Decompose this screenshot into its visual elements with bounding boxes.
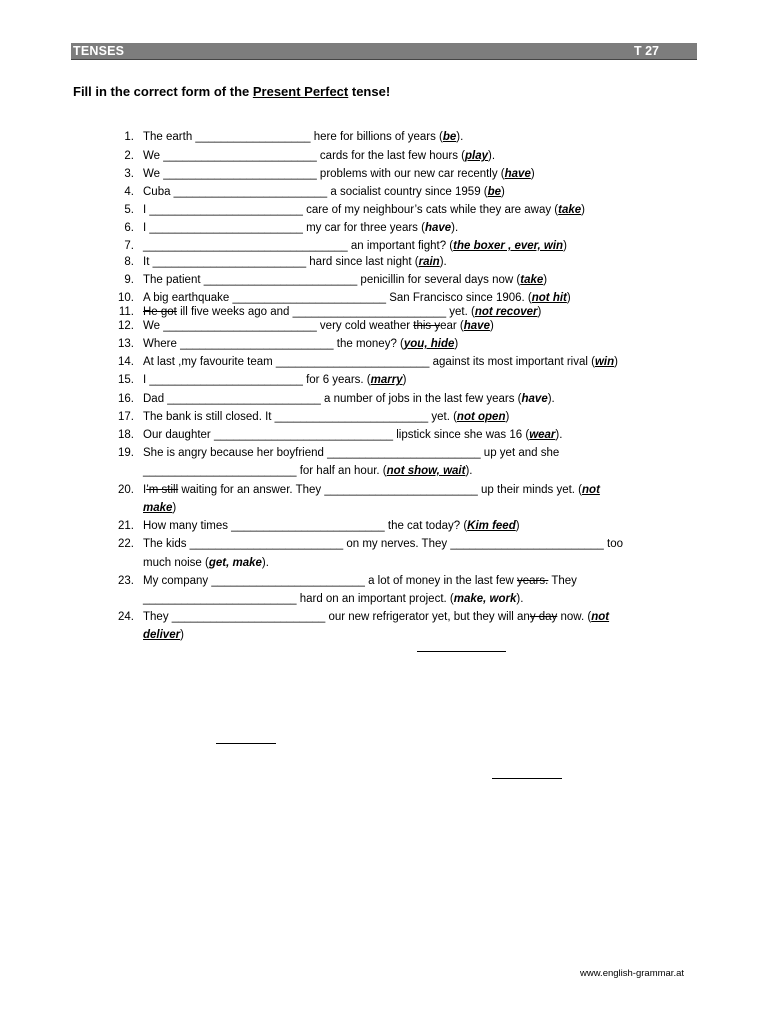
sentence-end: ). [547, 393, 555, 405]
exercise-number: 1. [124, 131, 134, 143]
verb-hint: have [504, 168, 531, 180]
exercise-text [143, 592, 523, 606]
verb-hint: marry [370, 374, 403, 386]
exercise-text [143, 305, 541, 319]
exercise-number: 11. [118, 306, 134, 318]
exercise-text [143, 373, 406, 387]
verb-hint: not show, wait [386, 465, 466, 477]
instruction-suffix: tense! [348, 84, 391, 99]
exercise-number: 2. [124, 150, 134, 162]
verb-hint: win [594, 356, 615, 368]
sentence-text: We ________________________ problems with our new car recently ( [143, 168, 505, 180]
footer-url: www.english-grammar.at [580, 968, 685, 979]
struck-text: He got [143, 306, 177, 318]
exercise-text [143, 255, 447, 269]
sentence-text: Where ________________________ the money? ( [143, 338, 404, 350]
exercise-number: 3. [124, 168, 134, 180]
exercise-text [143, 537, 623, 551]
sentence-end: ) [172, 502, 177, 514]
exercise-text [143, 167, 535, 181]
exercise-number: 13. [118, 338, 134, 350]
verb-hint: you, hide [403, 338, 455, 350]
exercise-number: 21. [118, 520, 134, 532]
exercise-text [143, 392, 555, 406]
struck-text: y day [529, 611, 558, 623]
exercise-text [143, 221, 458, 235]
verb-hint: deliver [143, 629, 181, 641]
verb-hint: take [558, 204, 582, 216]
sentence-end: ) [563, 240, 567, 252]
sentence-text: The patient ________________________ penicillin for several days now ( [143, 274, 521, 286]
instruction [73, 84, 390, 99]
verb-hint: not open [456, 411, 506, 423]
exercise-text [143, 574, 577, 588]
sentence-text: They ________________________ our new refrigerator yet, but they will any day now. ( [143, 611, 592, 623]
sentence-end: ). [555, 429, 563, 441]
exercise-number: 8. [124, 256, 134, 268]
sentence-end: ). [439, 256, 447, 268]
exercise-text [143, 610, 609, 624]
decorative-line [492, 778, 562, 779]
exercise-number: 12. [118, 320, 134, 332]
sentence-end: ) [537, 306, 542, 318]
struck-text: ’m still [146, 484, 179, 496]
verb-hint: not [582, 484, 600, 496]
verb-hint: not hit [531, 292, 567, 304]
verb-hint: play [465, 150, 489, 162]
sentence-text: ________________________ for half an hour. ( [143, 465, 387, 477]
exercise-text [143, 446, 559, 460]
verb-hint: make [143, 502, 173, 514]
exercise-number: 5. [124, 204, 134, 216]
exercise-text [143, 185, 505, 199]
sentence-end: ). [516, 593, 524, 605]
exercise-text [143, 319, 494, 333]
verb-hint: wear [529, 429, 556, 441]
sentence-text: It ________________________ hard since last night ( [143, 256, 419, 268]
verb-hint: have [463, 320, 490, 332]
sentence-end: ) [614, 356, 618, 368]
exercise-number: 23. [118, 575, 134, 587]
exercise-text [143, 291, 571, 305]
sentence-end: ). [261, 557, 269, 569]
sentence-text: I ________________________ my car for three years ( [143, 222, 425, 234]
sentence-end: ). [465, 465, 473, 477]
sentence-text: A big earthquake ________________________ San Francisco since 1906. ( [143, 292, 532, 304]
exercise-number: 15. [118, 374, 134, 386]
instruction-text: Fill in the correct form of the [73, 84, 253, 99]
sentence-text: ________________________ hard on an important project. ( [143, 593, 454, 605]
verb-hint: Kim feed [467, 520, 516, 532]
sentence-end: ) [543, 274, 548, 286]
struck-text: this y [413, 320, 441, 332]
exercise-text [143, 149, 495, 163]
sentence-end: ) [581, 204, 586, 216]
exercise-number: 6. [124, 222, 134, 234]
sentence-text: The earth __________________ here for billions of years ( [143, 131, 443, 143]
exercise-text [143, 203, 585, 217]
sentence-end: ) [505, 411, 510, 423]
exercise-number: 22. [118, 538, 134, 550]
verb-hint: rain [418, 256, 440, 268]
exercise-text [143, 130, 463, 144]
exercise-text [143, 628, 184, 642]
verb-hint: get, make [208, 557, 262, 569]
sentence-text: I ________________________ for 6 years. ( [143, 374, 371, 386]
exercise-number: 4. [124, 186, 134, 198]
sentence-text: Cuba ________________________ a socialist country since 1959 ( [143, 186, 488, 198]
sentence-text: The bank is still closed. It ________________________ yet. ( [143, 411, 457, 423]
sentence-end: ) [530, 168, 535, 180]
exercise-text [143, 410, 509, 424]
sentence-text: She is angry because her boyfriend ________________________ up yet and she [143, 447, 560, 459]
verb-hint: have [424, 222, 452, 234]
header-bar [71, 43, 697, 60]
sentence-end: ). [451, 222, 459, 234]
exercise-text [143, 337, 458, 351]
sentence-end: ) [180, 629, 184, 641]
verb-hint: not [591, 611, 610, 623]
exercise-text [143, 464, 472, 478]
struck-text: years. [517, 575, 549, 587]
exercise-number: 17. [118, 411, 134, 423]
verb-hint: be [442, 131, 457, 143]
exercise-number: 20. [118, 484, 134, 496]
exercise-number: 7. [124, 240, 134, 252]
decorative-line [216, 743, 276, 744]
sentence-end: ). [456, 131, 464, 143]
exercise-text [143, 355, 618, 369]
sentence-end: ). [488, 150, 496, 162]
verb-hint: the boxer , ever, win [453, 240, 564, 252]
sentence-text: My company ________________________ a lot of money in the last few years. They [143, 575, 577, 587]
sentence-end: ) [515, 520, 520, 532]
sentence-end: ) [489, 320, 494, 332]
exercise-number: 19. [118, 447, 134, 459]
exercise-text [143, 556, 269, 570]
verb-hint: make, work [453, 593, 517, 605]
sentence-end: ) [566, 292, 571, 304]
exercise-number: 16. [118, 393, 134, 405]
exercise-text [143, 273, 547, 287]
sentence-text: The kids ________________________ on my nerves. They ________________________ too [143, 538, 624, 550]
exercise-text [143, 428, 562, 442]
instruction-emphasis: Present Perfect [252, 84, 349, 99]
sentence-text: I ________________________ care of my neighbour’s cats while they are away ( [143, 204, 559, 216]
worksheet-code: T 27 [633, 44, 659, 58]
sentence-text: much noise ( [143, 557, 209, 569]
exercise-text [143, 501, 176, 515]
sentence-text: ________________________________ an important fight? ( [143, 240, 454, 252]
verb-hint: have [521, 393, 548, 405]
exercise-text [143, 483, 600, 497]
exercise-number: 10. [118, 292, 134, 304]
sentence-text: Dad ________________________ a number of jobs in the last few years ( [143, 393, 522, 405]
exercise-number: 24. [118, 611, 134, 623]
verb-hint: take [520, 274, 544, 286]
sentence-text: How many times ________________________ the cat today? ( [143, 520, 468, 532]
sentence-text: Our daughter ____________________________ lipstick since she was 16 ( [143, 429, 530, 441]
worksheet-title: TENSES [73, 44, 125, 58]
decorative-line [417, 651, 506, 652]
sentence-text: I’m still waiting for an answer. They ________________________ up their minds yet. ( [143, 484, 583, 496]
exercise-number: 18. [118, 429, 134, 441]
sentence-text: He got ill five weeks ago and ________________________ yet. ( [143, 306, 475, 318]
verb-hint: not recover [474, 306, 538, 318]
exercise-text [143, 239, 567, 253]
sentence-text: We ________________________ cards for the last few hours ( [143, 150, 466, 162]
exercise-number: 14. [118, 356, 134, 368]
sentence-end: ) [501, 186, 505, 198]
sentence-end: ) [402, 374, 407, 386]
exercise-number: 9. [124, 274, 134, 286]
exercise-text [143, 519, 520, 533]
sentence-end: ) [454, 338, 459, 350]
sentence-text: At last ,my favourite team ________________________ against its most important rival ( [143, 356, 595, 368]
verb-hint: be [487, 186, 502, 198]
sentence-text: We ________________________ very cold weather this year ( [143, 320, 464, 332]
